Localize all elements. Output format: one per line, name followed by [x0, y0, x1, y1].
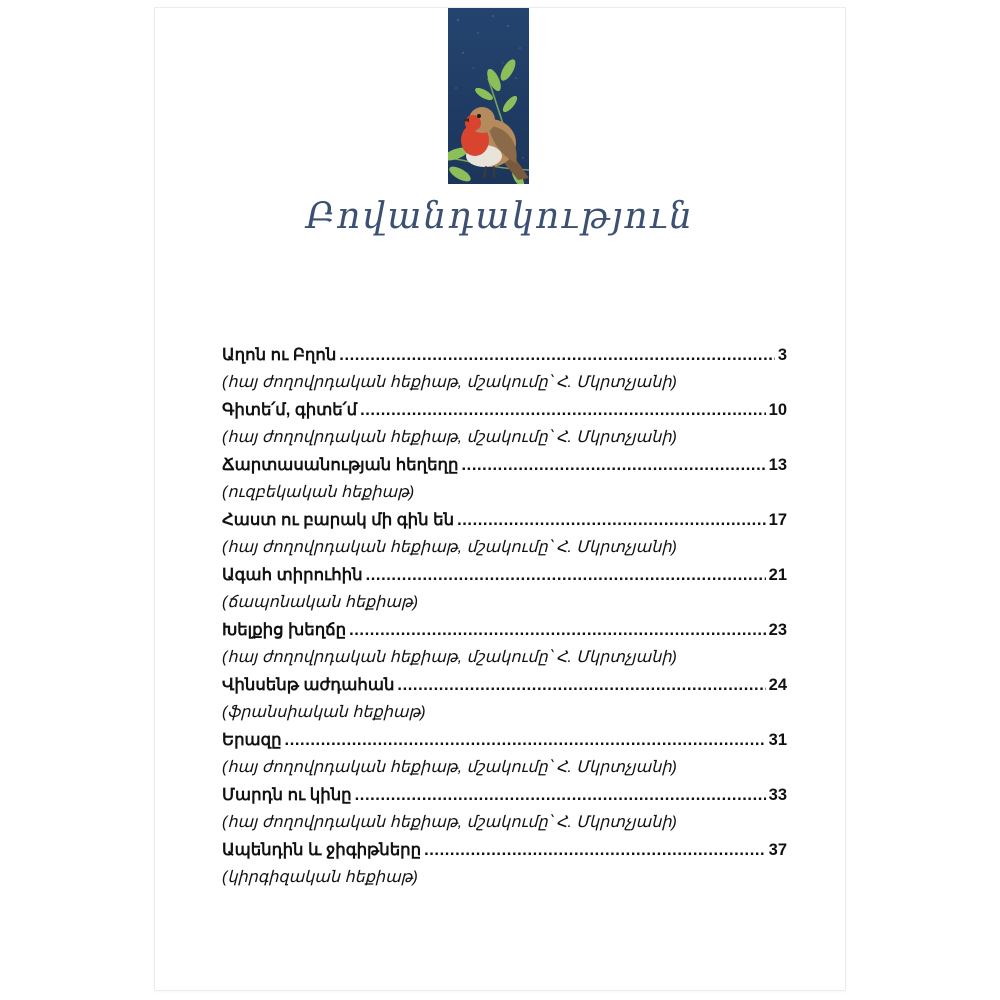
toc-entry-line — [222, 506, 787, 534]
toc-entry-line — [222, 781, 787, 809]
toc-entry-line — [222, 671, 787, 699]
toc-entry-subtitle: (հայ ժողովրդական հեքիաթ, մշակումը՝ Հ. Մկրտչյանի) — [222, 429, 677, 446]
toc-entry-line — [222, 451, 787, 479]
toc-entry-subtitle: (կիրգիզական հեքիաթ) — [222, 869, 418, 886]
dot-leader — [366, 561, 766, 589]
toc-entry — [222, 341, 787, 396]
toc-entry — [222, 451, 787, 506]
toc-entry-subtitle: (ֆրանսիական հեքիաթ) — [222, 704, 426, 721]
document-page — [155, 8, 845, 990]
dot-leader — [424, 836, 766, 864]
toc-entry-subtitle: (հայ ժողովրդական հեքիաթ, մշակումը՝ Հ. Մկրտչյանի) — [222, 374, 677, 391]
toc-entry — [222, 616, 787, 671]
toc-entry-subtitle: (ուզբեկական հեքիաթ) — [222, 484, 415, 501]
toc-entry-title: Ճարտասանության հեղեղը — [222, 456, 459, 474]
toc-entry-title: Գիտե՛մ, գիտե՛մ — [222, 401, 358, 419]
toc-entry-subtitle: (հայ ժողովրդական հեքիաթ, մշակումը՝ Հ. Մկրտչյանի) — [222, 539, 677, 556]
toc-page-number: 23 — [768, 621, 787, 639]
toc-entry-title: Ագահ տիրուհին — [222, 566, 363, 584]
toc-page-number: 10 — [768, 401, 787, 419]
toc-page-number: 33 — [768, 786, 787, 804]
toc-page-number: 37 — [768, 841, 787, 859]
toc-entry — [222, 726, 787, 781]
toc-page-number: 13 — [768, 456, 787, 474]
toc-page-number: 31 — [768, 731, 787, 749]
dot-leader — [349, 616, 766, 644]
toc-entry — [222, 506, 787, 561]
toc-entry-line — [222, 616, 787, 644]
toc-entry-title: Երազը — [222, 731, 282, 749]
dot-leader — [397, 671, 765, 699]
dot-leader — [355, 781, 766, 809]
toc-entry-title: Խելքից խեղճը — [222, 621, 347, 639]
toc-entry — [222, 561, 787, 616]
toc-entry-subtitle: (ճապոնական հեքիաթ) — [222, 594, 419, 611]
toc-entry-title: Ապենդին և ջիգիթները — [222, 841, 422, 859]
dot-leader — [285, 726, 766, 754]
toc-entry-subtitle: (հայ ժողովրդական հեքիաթ, մշակումը՝ Հ. Մկրտչյանի) — [222, 649, 677, 666]
dot-leader — [339, 341, 775, 369]
toc-entry-subtitle: (հայ ժողովրդական հեքիաթ, մշակումը՝ Հ. Մկրտչյանի) — [222, 759, 677, 776]
toc-page-number: 24 — [768, 676, 787, 694]
dot-leader — [360, 396, 766, 424]
page-title: Բովանդակություն — [305, 196, 695, 237]
toc-page-number: 17 — [768, 511, 787, 529]
toc-page-number: 21 — [768, 566, 787, 584]
toc-entry — [222, 396, 787, 451]
toc-entry-subtitle: (հայ ժողովրդական հեքիաթ, մշակումը՝ Հ. Մկրտչյանի) — [222, 814, 677, 831]
toc-entry-title: Աղոն ու Բղոն — [222, 346, 337, 364]
toc-entry — [222, 671, 787, 726]
robin-bird-icon — [448, 8, 529, 184]
toc-entry-line — [222, 396, 787, 424]
toc-entry-line — [222, 561, 787, 589]
table-of-contents — [222, 341, 787, 891]
toc-entry-title: Մարդն ու կինը — [222, 786, 352, 804]
toc-page-number: 3 — [777, 346, 787, 364]
toc-entry-line — [222, 726, 787, 754]
toc-entry-title: Վինսենթ աժդահան — [222, 676, 395, 694]
toc-entry-line — [222, 836, 787, 864]
toc-entry — [222, 781, 787, 836]
dot-leader — [457, 506, 766, 534]
toc-entry-line — [222, 341, 787, 369]
toc-entry — [222, 836, 787, 891]
dot-leader — [461, 451, 765, 479]
toc-entry-title: Հաստ ու բարակ մի գին են — [222, 511, 455, 529]
